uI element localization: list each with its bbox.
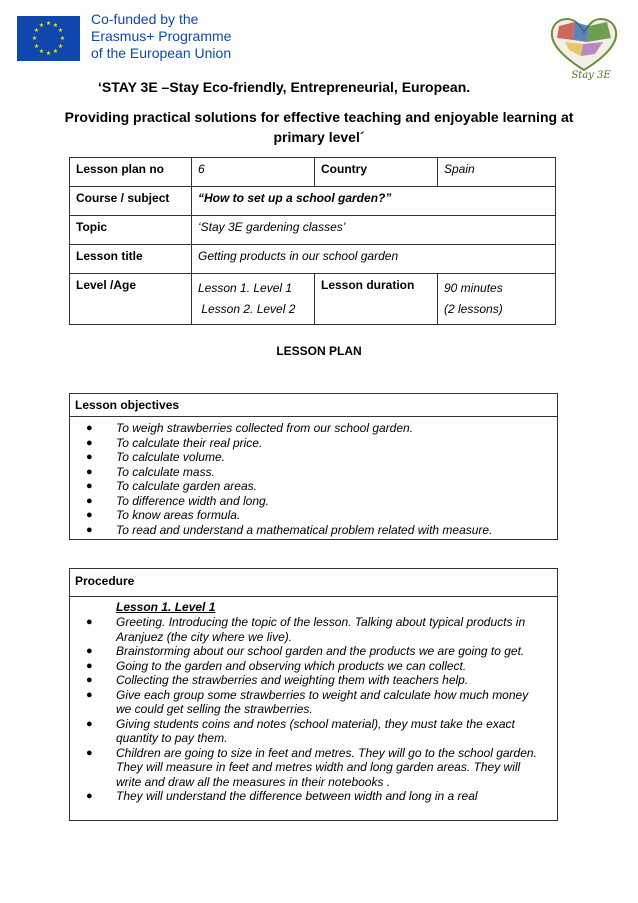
list-item xyxy=(70,450,557,465)
course-label: Course / subject xyxy=(70,187,192,216)
svg-text:★: ★ xyxy=(59,35,66,42)
procedure-step-text: Giving students coins and notes (school material), they must take the exact quantity to pay them. xyxy=(116,716,515,745)
svg-text:★: ★ xyxy=(33,43,40,50)
document-header xyxy=(0,0,638,80)
bullet-icon: ● xyxy=(86,465,93,478)
country-label: Country xyxy=(315,158,438,187)
objectives-list xyxy=(70,417,557,539)
list-item xyxy=(70,673,557,688)
list-item xyxy=(70,508,557,523)
svg-text:★: ★ xyxy=(45,50,52,57)
list-item xyxy=(70,659,557,674)
procedure-heading: Procedure xyxy=(70,569,557,597)
svg-text:★: ★ xyxy=(38,22,45,29)
procedure-box xyxy=(69,568,558,821)
bullet-icon: ● xyxy=(86,523,93,536)
bullet-icon: ● xyxy=(86,451,93,463)
country-value: Spain xyxy=(438,158,556,187)
bullet-icon: ● xyxy=(86,494,93,507)
list-item xyxy=(70,644,557,659)
eu-flag-icon xyxy=(17,16,80,61)
objective-text: To calculate garden areas. xyxy=(116,479,257,493)
table-row xyxy=(70,274,556,325)
table-row xyxy=(70,245,556,274)
eu-line-3: of the European Union xyxy=(91,45,232,61)
duration-value xyxy=(438,274,556,325)
bullet-icon: ● xyxy=(86,436,93,449)
procedure-step-text: Greeting. Introducing the topic of the lesson. Talking about typical products in Aranjuez (the city where we live). xyxy=(116,615,526,644)
lesson-plan-no-label: Lesson plan no xyxy=(70,158,192,187)
lesson-title-label: Lesson title xyxy=(70,245,192,274)
list-item xyxy=(70,465,557,480)
topic-value: ‘Stay 3E gardening classes’ xyxy=(192,216,556,245)
procedure-step-text: Brainstorming about our school garden and the products we are going to get. xyxy=(116,644,525,658)
procedure-step-text: They will understand the difference between width and long in a real xyxy=(116,789,478,803)
stay-3e-heart-logo xyxy=(545,10,623,80)
topic-label: Topic xyxy=(70,216,192,245)
svg-text:★: ★ xyxy=(33,27,40,34)
procedure-step-text: Children are going to size in feet and metres. They will go to the school garden. They will measure in feet and metres width and long garden areas. They will write and draw all the measures in their notebooks . xyxy=(116,745,537,789)
bullet-icon: ● xyxy=(86,480,93,492)
table-row xyxy=(70,158,556,187)
list-item xyxy=(70,479,557,494)
bullet-icon: ● xyxy=(86,616,93,628)
bullet-icon: ● xyxy=(86,509,93,521)
objective-text: To calculate volume. xyxy=(116,450,225,464)
eu-line-2: Erasmus+ Programme xyxy=(91,28,232,44)
list-item xyxy=(70,746,557,790)
list-item xyxy=(70,436,557,451)
logo-text: Stay 3E xyxy=(571,70,611,80)
project-title: ‘STAY 3E –Stay Eco-friendly, Entrepreneurial, European. xyxy=(98,79,471,95)
procedure-list xyxy=(70,614,557,806)
duration-line-2: (2 lessons) xyxy=(444,302,503,316)
objective-text: To weigh strawberries collected from our school garden. xyxy=(116,421,414,435)
table-row xyxy=(70,216,556,245)
list-item xyxy=(70,789,557,804)
level-line-2: Lesson 2. Level 2 xyxy=(198,302,296,316)
objective-text: To difference width and long. xyxy=(116,493,269,508)
svg-text:★: ★ xyxy=(45,20,52,27)
objective-text: To know areas formula. xyxy=(116,508,241,522)
svg-text:★: ★ xyxy=(38,48,45,55)
list-item xyxy=(70,494,557,509)
bullet-icon: ● xyxy=(86,659,93,672)
level-label: Level /Age xyxy=(70,274,192,325)
table-row xyxy=(70,187,556,216)
objective-text: To read and understand a mathematical problem related with measure. xyxy=(116,522,493,537)
bullet-icon: ● xyxy=(86,645,93,657)
procedure-lesson-heading: Lesson 1. Level 1 xyxy=(116,600,216,614)
bullet-icon: ● xyxy=(86,422,93,434)
procedure-step-text: Going to the garden and observing which products we can collect. xyxy=(116,658,467,673)
svg-text:★: ★ xyxy=(57,27,64,34)
bullet-icon: ● xyxy=(86,674,93,686)
duration-line-1: 90 minutes xyxy=(444,281,503,295)
project-subtitle: Providing practical solutions for effective teaching and enjoyable learning at primary level´ xyxy=(64,109,574,145)
svg-text:★: ★ xyxy=(31,35,38,42)
level-value xyxy=(192,274,315,325)
eu-line-1: Co-funded by the xyxy=(91,11,199,27)
lesson-plan-no-value: 6 xyxy=(192,158,315,187)
objectives-heading: Lesson objectives xyxy=(70,394,557,417)
lesson-plan-heading: LESSON PLAN xyxy=(276,344,362,358)
list-item xyxy=(70,523,557,538)
list-item xyxy=(70,615,557,644)
svg-text:★: ★ xyxy=(57,43,64,50)
bullet-icon: ● xyxy=(86,717,93,730)
svg-text:★: ★ xyxy=(52,48,59,55)
procedure-step-text: Give each group some strawberries to weight and calculate how much money we could get selling the strawberries. xyxy=(116,687,529,716)
bullet-icon: ● xyxy=(86,688,93,701)
list-item xyxy=(70,688,557,717)
eu-cofunded-text xyxy=(91,11,231,62)
svg-text:★: ★ xyxy=(52,22,59,29)
objective-text: To calculate mass. xyxy=(116,464,215,479)
objectives-box xyxy=(69,393,558,540)
level-line-1: Lesson 1. Level 1 xyxy=(198,281,293,295)
course-value: “How to set up a school garden?” xyxy=(192,187,556,216)
procedure-step-text: Collecting the strawberries and weighting them with teachers help. xyxy=(116,673,469,687)
objective-text: To calculate their real price. xyxy=(116,435,263,450)
bullet-icon: ● xyxy=(86,746,93,759)
bullet-icon: ● xyxy=(86,790,93,802)
lesson-info-table xyxy=(69,157,556,325)
duration-label: Lesson duration xyxy=(315,274,438,325)
list-item xyxy=(70,421,557,436)
lesson-title-value: Getting products in our school garden xyxy=(192,245,556,274)
list-item xyxy=(70,717,557,746)
